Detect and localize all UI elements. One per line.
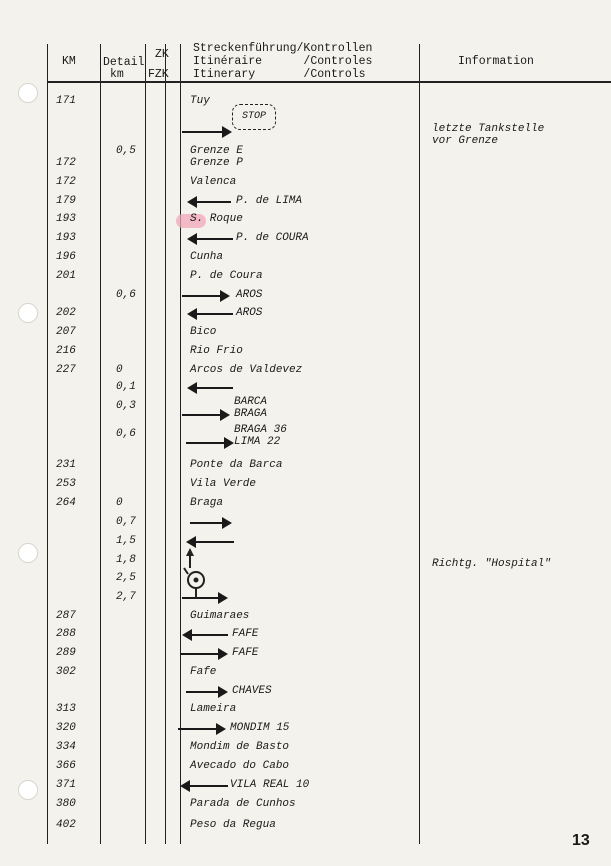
arrow-label: FAFE xyxy=(232,628,259,640)
row-km: 402 xyxy=(56,819,76,831)
row-place: Grenze P xyxy=(190,157,243,169)
arrow-right-icon xyxy=(178,722,228,736)
header-detail-unit: km xyxy=(110,68,124,81)
row-place: Arcos de Valdevez xyxy=(190,364,303,376)
row-place: Peso da Regua xyxy=(190,819,276,831)
header-route-1: Streckenführung/Kontrollen xyxy=(193,42,373,55)
arrow-label: VILA REAL 10 xyxy=(230,779,310,791)
row-km: 227 xyxy=(56,364,76,376)
table-row xyxy=(0,326,611,344)
table-row xyxy=(0,251,611,269)
table-row xyxy=(0,232,611,250)
table-row xyxy=(0,111,611,129)
row-km: 171 xyxy=(56,95,76,107)
arrow-label: AROS xyxy=(236,289,263,301)
row-detail-km: 0,6 xyxy=(116,428,136,440)
arrow-right-icon xyxy=(182,289,232,303)
row-detail-km: 1,5 xyxy=(116,535,136,547)
stop-sign: STOP xyxy=(232,104,276,130)
header-zk: ZK xyxy=(155,48,169,61)
header-information: Information xyxy=(458,55,534,68)
row-km: 179 xyxy=(56,195,76,207)
arrow-label: FAFE xyxy=(232,647,259,659)
row-detail-km: 2,5 xyxy=(116,572,136,584)
arrow-label: BRAGA 36 LIMA 22 xyxy=(234,424,287,448)
table-row xyxy=(0,424,611,448)
row-detail-km: 2,7 xyxy=(116,591,136,603)
table-row xyxy=(0,819,611,837)
row-km: 202 xyxy=(56,307,76,319)
table-row xyxy=(0,213,611,231)
header-detail: Detail xyxy=(103,56,145,69)
row-detail-km: 0,6 xyxy=(116,289,136,301)
row-place: Braga xyxy=(190,497,224,509)
info-hospital-note: Richtg. "Hospital" xyxy=(432,558,551,570)
arrow-right-icon xyxy=(180,647,230,661)
row-km: 371 xyxy=(56,779,76,791)
table-row xyxy=(0,176,611,194)
table-row xyxy=(0,591,611,609)
arrow-label: P. de LIMA xyxy=(236,195,303,207)
info-fuel-note: letzte Tankstelle vor Grenze xyxy=(432,123,545,147)
page-number: 13 xyxy=(572,832,590,849)
row-place: Vila Verde xyxy=(190,478,257,490)
table-row xyxy=(0,760,611,778)
table-row xyxy=(0,572,611,590)
row-km: 201 xyxy=(56,270,76,282)
table-row xyxy=(0,722,611,740)
table-row xyxy=(0,554,611,572)
header-fzk: FZK xyxy=(148,68,169,81)
row-place: Grenze E xyxy=(190,145,243,157)
row-km: 207 xyxy=(56,326,76,338)
row-km: 172 xyxy=(56,157,76,169)
arrow-right-icon xyxy=(186,685,230,699)
arrow-label: MONDIM 15 xyxy=(230,722,290,734)
arrow-right-icon xyxy=(186,436,236,450)
arrow-label: BARCA BRAGA xyxy=(234,396,268,420)
row-place: Guimaraes xyxy=(190,610,250,622)
row-km: 380 xyxy=(56,798,76,810)
roundabout-icon xyxy=(182,548,208,600)
row-place: Avecado do Cabo xyxy=(190,760,290,772)
row-km: 231 xyxy=(56,459,76,471)
table-row xyxy=(0,741,611,759)
arrow-label: AROS xyxy=(236,307,263,319)
row-km: 264 xyxy=(56,497,76,509)
table-row xyxy=(0,157,611,175)
table-row xyxy=(0,779,611,797)
row-detail-km: 0,1 xyxy=(116,381,136,393)
table-row xyxy=(0,647,611,665)
row-km: 193 xyxy=(56,213,76,225)
row-km: 196 xyxy=(56,251,76,263)
table-row xyxy=(0,289,611,307)
row-detail-km: 1,8 xyxy=(116,554,136,566)
arrow-left-icon xyxy=(180,779,230,793)
row-detail-km: 0,3 xyxy=(116,400,136,412)
table-row xyxy=(0,628,611,646)
row-km: 288 xyxy=(56,628,76,640)
table-row xyxy=(0,685,611,703)
arrow-right-icon xyxy=(190,516,234,530)
row-km: 289 xyxy=(56,647,76,659)
table-row xyxy=(0,610,611,628)
header-rule xyxy=(47,81,611,83)
header-route-2: Itinéraire /Controles xyxy=(193,55,373,68)
table-row xyxy=(0,516,611,534)
row-km: 253 xyxy=(56,478,76,490)
table-row xyxy=(0,396,611,420)
row-km: 366 xyxy=(56,760,76,772)
arrow-left-icon xyxy=(187,195,233,209)
table-row xyxy=(0,270,611,288)
row-detail-km: 0 xyxy=(116,497,123,509)
row-km: 216 xyxy=(56,345,76,357)
row-km: 172 xyxy=(56,176,76,188)
row-place: Cunha xyxy=(190,251,224,263)
table-row xyxy=(0,478,611,496)
arrow-label: P. de COURA xyxy=(236,232,309,244)
row-km: 320 xyxy=(56,722,76,734)
row-detail-km: 0 xyxy=(116,364,123,376)
row-place: Lameira xyxy=(190,703,237,715)
row-km: 313 xyxy=(56,703,76,715)
row-detail-km: 0,7 xyxy=(116,516,136,528)
arrow-right-icon xyxy=(182,408,232,422)
row-place: Parada de Cunhos xyxy=(190,798,296,810)
arrow-left-icon xyxy=(182,628,230,642)
table-row xyxy=(0,535,611,553)
arrow-left-icon xyxy=(187,307,235,321)
table-row xyxy=(0,345,611,363)
arrow-left-icon xyxy=(187,232,235,246)
arrow-right-icon xyxy=(182,125,234,139)
row-km: 302 xyxy=(56,666,76,678)
row-km: 193 xyxy=(56,232,76,244)
table-row xyxy=(0,381,611,399)
header-route-3: Itinerary /Controls xyxy=(193,68,366,81)
table-row xyxy=(0,666,611,684)
table-row xyxy=(0,195,611,213)
table-row xyxy=(0,459,611,477)
header-km: KM xyxy=(62,55,76,68)
table-row xyxy=(0,307,611,325)
row-place: Valenca xyxy=(190,176,237,188)
row-detail-km: 0,5 xyxy=(116,145,136,157)
row-place: Mondim de Basto xyxy=(190,741,290,753)
row-place: S. Roque xyxy=(190,213,243,225)
row-km: 334 xyxy=(56,741,76,753)
row-place: Fafe xyxy=(190,666,217,678)
row-place: Rio Frio xyxy=(190,345,243,357)
row-place: Tuy xyxy=(190,95,210,107)
table-row xyxy=(0,364,611,382)
row-place: P. de Coura xyxy=(190,270,263,282)
row-place: Bico xyxy=(190,326,217,338)
table-row xyxy=(0,497,611,515)
row-place: Ponte da Barca xyxy=(190,459,283,471)
arrow-label: CHAVES xyxy=(232,685,272,697)
table-row xyxy=(0,703,611,721)
arrow-left-icon xyxy=(187,381,235,395)
arrow-left-icon xyxy=(186,535,236,549)
table-row xyxy=(0,798,611,816)
row-km: 287 xyxy=(56,610,76,622)
